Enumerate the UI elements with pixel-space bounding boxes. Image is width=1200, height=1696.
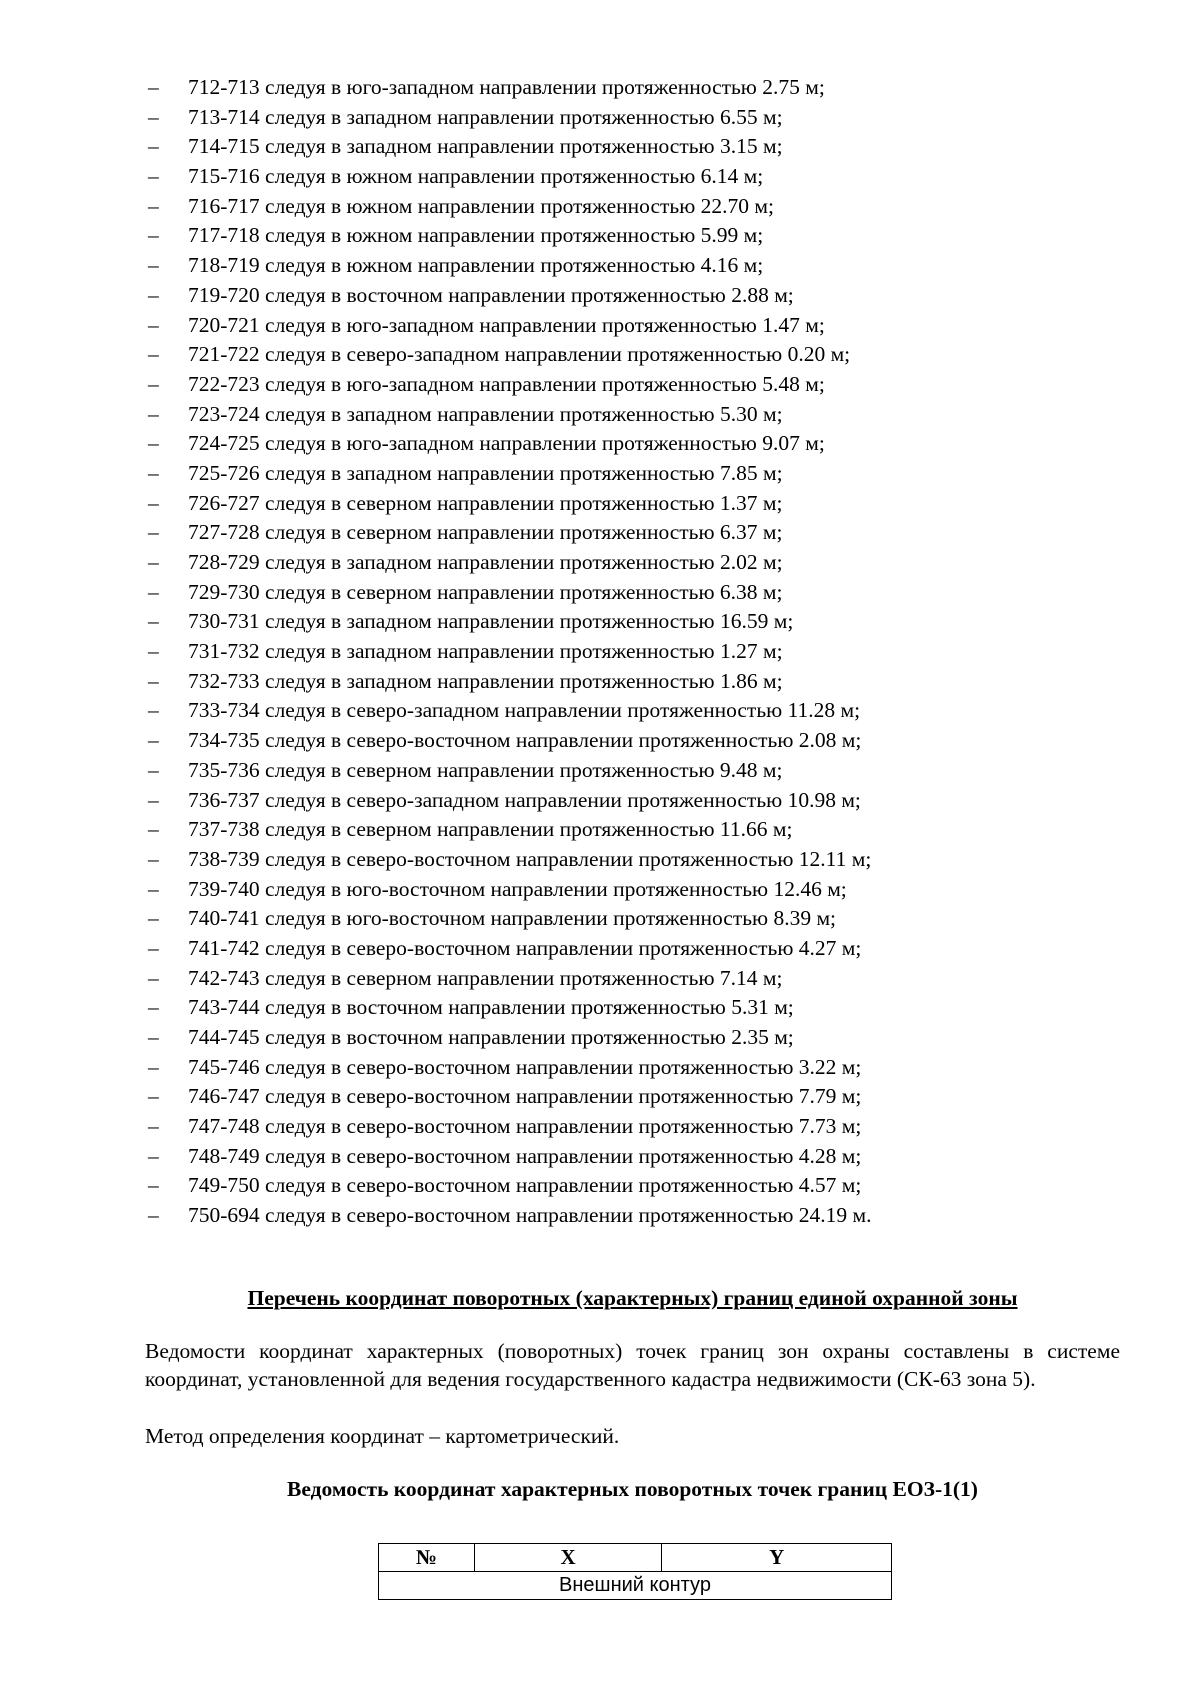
list-item xyxy=(148,815,872,845)
list-item xyxy=(148,934,872,964)
list-item xyxy=(148,904,872,934)
segment-text: 717-718 следуя в южном направлении протяженностью 5.99 м; xyxy=(188,223,764,248)
segment-text: 729-730 следуя в северном направлении протяженностью 6.38 м; xyxy=(188,579,783,604)
list-item xyxy=(148,281,872,311)
segment-text: 722-723 следуя в юго-западном направлении протяженностью 5.48 м; xyxy=(188,371,825,396)
list-item xyxy=(148,429,872,459)
table-title: Ведомость координат характерных поворотных точек границ ЕОЗ-1(1) xyxy=(287,1477,978,1501)
list-dash: – xyxy=(148,134,159,159)
list-dash: – xyxy=(148,460,159,485)
list-dash: – xyxy=(148,253,159,278)
list-item xyxy=(148,993,872,1023)
column-header-x: X xyxy=(474,1544,662,1572)
coordinates-table xyxy=(378,1543,892,1600)
list-item xyxy=(148,1082,872,1112)
list-item xyxy=(148,518,872,548)
segment-text: 725-726 следуя в западном направлении протяженностью 7.85 м; xyxy=(188,460,783,485)
list-item xyxy=(148,726,872,756)
list-dash: – xyxy=(148,609,159,634)
segment-text: 742-743 следуя в северном направлении протяженностью 7.14 м; xyxy=(188,965,783,990)
list-item xyxy=(148,964,872,994)
coordinate-system-paragraph: Ведомости координат характерных (поворотных) точек границ зон охраны составлены в системе координат, установленной для ведения государственного кадастра недвижимости (СК-63 зона 5). xyxy=(145,1339,1120,1391)
list-dash: – xyxy=(148,935,159,960)
list-dash: – xyxy=(148,490,159,515)
list-dash: – xyxy=(148,906,159,931)
list-item xyxy=(148,756,872,786)
segment-text: 743-744 следуя в восточном направлении протяженностью 5.31 м; xyxy=(188,995,794,1020)
segment-text: 739-740 следуя в юго-восточном направлении протяженностью 12.46 м; xyxy=(188,876,847,901)
segment-text: 718-719 следуя в южном направлении протяженностью 4.16 м; xyxy=(188,253,764,278)
list-item xyxy=(148,103,872,133)
segment-text: 744-745 следуя в восточном направлении протяженностью 2.35 м; xyxy=(188,1025,794,1049)
list-dash: – xyxy=(148,164,159,189)
segment-text: 741-742 следуя в северо-восточном направлении протяженностью 4.27 м; xyxy=(188,935,862,960)
list-item xyxy=(148,1053,872,1083)
segment-text: 745-746 следуя в северо-восточном направлении протяженностью 3.22 м; xyxy=(188,1054,862,1079)
segment-text: 733-734 следуя в северо-западном направлении протяженностью 11.28 м; xyxy=(188,698,861,723)
list-item xyxy=(148,251,872,281)
list-dash: – xyxy=(148,639,159,664)
list-item xyxy=(148,845,872,875)
list-item xyxy=(148,311,872,341)
segment-text: 749-750 следуя в северо-восточном направлении протяженностью 4.57 м; xyxy=(188,1173,862,1198)
list-dash: – xyxy=(148,193,159,218)
column-header-y: Y xyxy=(662,1544,892,1572)
list-dash: – xyxy=(148,579,159,604)
list-item xyxy=(148,162,872,192)
list-dash: – xyxy=(148,876,159,901)
list-dash: – xyxy=(148,995,159,1020)
list-dash: – xyxy=(148,520,159,545)
list-item xyxy=(148,192,872,222)
list-dash: – xyxy=(148,1084,159,1109)
list-item xyxy=(148,607,872,637)
segment-text: 715-716 следуя в южном направлении протяженностью 6.14 м; xyxy=(188,164,764,189)
list-dash: – xyxy=(148,787,159,812)
segment-text: 732-733 следуя в западном направлении протяженностью 1.86 м; xyxy=(188,668,783,693)
segment-text: 738-739 следуя в северо-восточном направлении протяженностью 12.11 м; xyxy=(188,846,872,871)
segment-text: 728-729 следуя в западном направлении протяженностью 2.02 м; xyxy=(188,550,783,574)
list-dash: – xyxy=(148,698,159,723)
segment-text: 747-748 следуя в северо-восточном направлении протяженностью 7.73 м; xyxy=(188,1114,862,1139)
column-header-number: № xyxy=(379,1544,475,1572)
segment-text: 740-741 следуя в юго-восточном направлении протяженностью 8.39 м; xyxy=(188,906,837,931)
table-header-row xyxy=(379,1544,892,1572)
list-item xyxy=(148,132,872,162)
list-dash: – xyxy=(148,223,159,248)
list-dash: – xyxy=(148,431,159,456)
list-item xyxy=(148,489,872,519)
list-dash: – xyxy=(148,846,159,871)
list-dash: – xyxy=(148,1025,159,1049)
list-dash: – xyxy=(148,104,159,129)
segment-text: 746-747 следуя в северо-восточном направлении протяженностью 7.79 м; xyxy=(188,1084,862,1109)
method-paragraph: Метод определения координат – картометрический. xyxy=(145,1424,620,1448)
list-dash: – xyxy=(148,312,159,337)
list-dash: – xyxy=(148,965,159,990)
list-item xyxy=(148,786,872,816)
list-item xyxy=(148,221,872,251)
segment-text: 723-724 следуя в западном направлении протяженностью 5.30 м; xyxy=(188,401,783,426)
list-dash: – xyxy=(148,1143,159,1168)
segment-text: 719-720 следуя в восточном направлении протяженностью 2.88 м; xyxy=(188,282,794,307)
list-item xyxy=(148,340,872,370)
segment-text: 721-722 следуя в северо-западном направлении протяженностью 0.20 м; xyxy=(188,342,851,367)
segment-text: 737-738 следуя в северном направлении протяженностью 11.66 м; xyxy=(188,817,793,842)
list-dash: – xyxy=(148,1114,159,1139)
section-heading: Перечень координат поворотных (характерных) границ единой охранной зоны xyxy=(247,1286,1018,1310)
table-row xyxy=(379,1572,892,1600)
segment-text: 730-731 следуя в западном направлении протяженностью 16.59 м; xyxy=(188,609,794,634)
list-dash: – xyxy=(148,371,159,396)
list-item xyxy=(148,73,872,103)
list-dash: – xyxy=(148,75,159,99)
list-item xyxy=(148,1023,872,1053)
boundary-segment-list xyxy=(148,73,872,1231)
segment-text: 735-736 следуя в северном направлении протяженностью 9.48 м; xyxy=(188,757,783,782)
list-item xyxy=(148,1112,872,1142)
list-item xyxy=(148,578,872,608)
segment-text: 748-749 следуя в северо-восточном направлении протяженностью 4.28 м; xyxy=(188,1143,862,1168)
list-dash: – xyxy=(148,282,159,307)
list-dash: – xyxy=(148,668,159,693)
list-item xyxy=(148,1201,872,1231)
list-item xyxy=(148,1171,872,1201)
segment-text: 731-732 следуя в западном направлении протяженностью 1.27 м; xyxy=(188,639,783,664)
list-dash: – xyxy=(148,550,159,574)
segment-text: 724-725 следуя в юго-западном направлении протяженностью 9.07 м; xyxy=(188,431,825,456)
segment-text: 714-715 следуя в западном направлении протяженностью 3.15 м; xyxy=(188,134,783,159)
list-item xyxy=(148,875,872,905)
segment-text: 750-694 следуя в северо-восточном направлении протяженностью 24.19 м. xyxy=(188,1203,872,1228)
list-item xyxy=(148,370,872,400)
segment-text: 716-717 следуя в южном направлении протяженностью 22.70 м; xyxy=(188,193,774,218)
list-item xyxy=(148,637,872,667)
list-dash: – xyxy=(148,757,159,782)
segment-text: 727-728 следуя в северном направлении протяженностью 6.37 м; xyxy=(188,520,783,545)
segment-text: 736-737 следуя в северо-западном направлении протяженностью 10.98 м; xyxy=(188,787,861,812)
list-dash: – xyxy=(148,401,159,426)
list-dash: – xyxy=(148,1173,159,1198)
list-item xyxy=(148,1142,872,1172)
list-item xyxy=(148,459,872,489)
segment-text: 726-727 следуя в северном направлении протяженностью 1.37 м; xyxy=(188,490,783,515)
contour-label: Внешний контур xyxy=(379,1572,892,1600)
list-dash: – xyxy=(148,342,159,367)
list-item xyxy=(148,548,872,578)
segment-text: 713-714 следуя в западном направлении протяженностью 6.55 м; xyxy=(188,104,783,129)
list-dash: – xyxy=(148,1054,159,1079)
segment-text: 734-735 следуя в северо-восточном направлении протяженностью 2.08 м; xyxy=(188,728,862,753)
list-dash: – xyxy=(148,817,159,842)
list-dash: – xyxy=(148,1203,159,1228)
list-item xyxy=(148,400,872,430)
list-dash: – xyxy=(148,728,159,753)
list-item xyxy=(148,696,872,726)
segment-text: 712-713 следуя в юго-западном направлении протяженностью 2.75 м; xyxy=(188,75,825,99)
segment-text: 720-721 следуя в юго-западном направлении протяженностью 1.47 м; xyxy=(188,312,825,337)
list-item xyxy=(148,667,872,697)
